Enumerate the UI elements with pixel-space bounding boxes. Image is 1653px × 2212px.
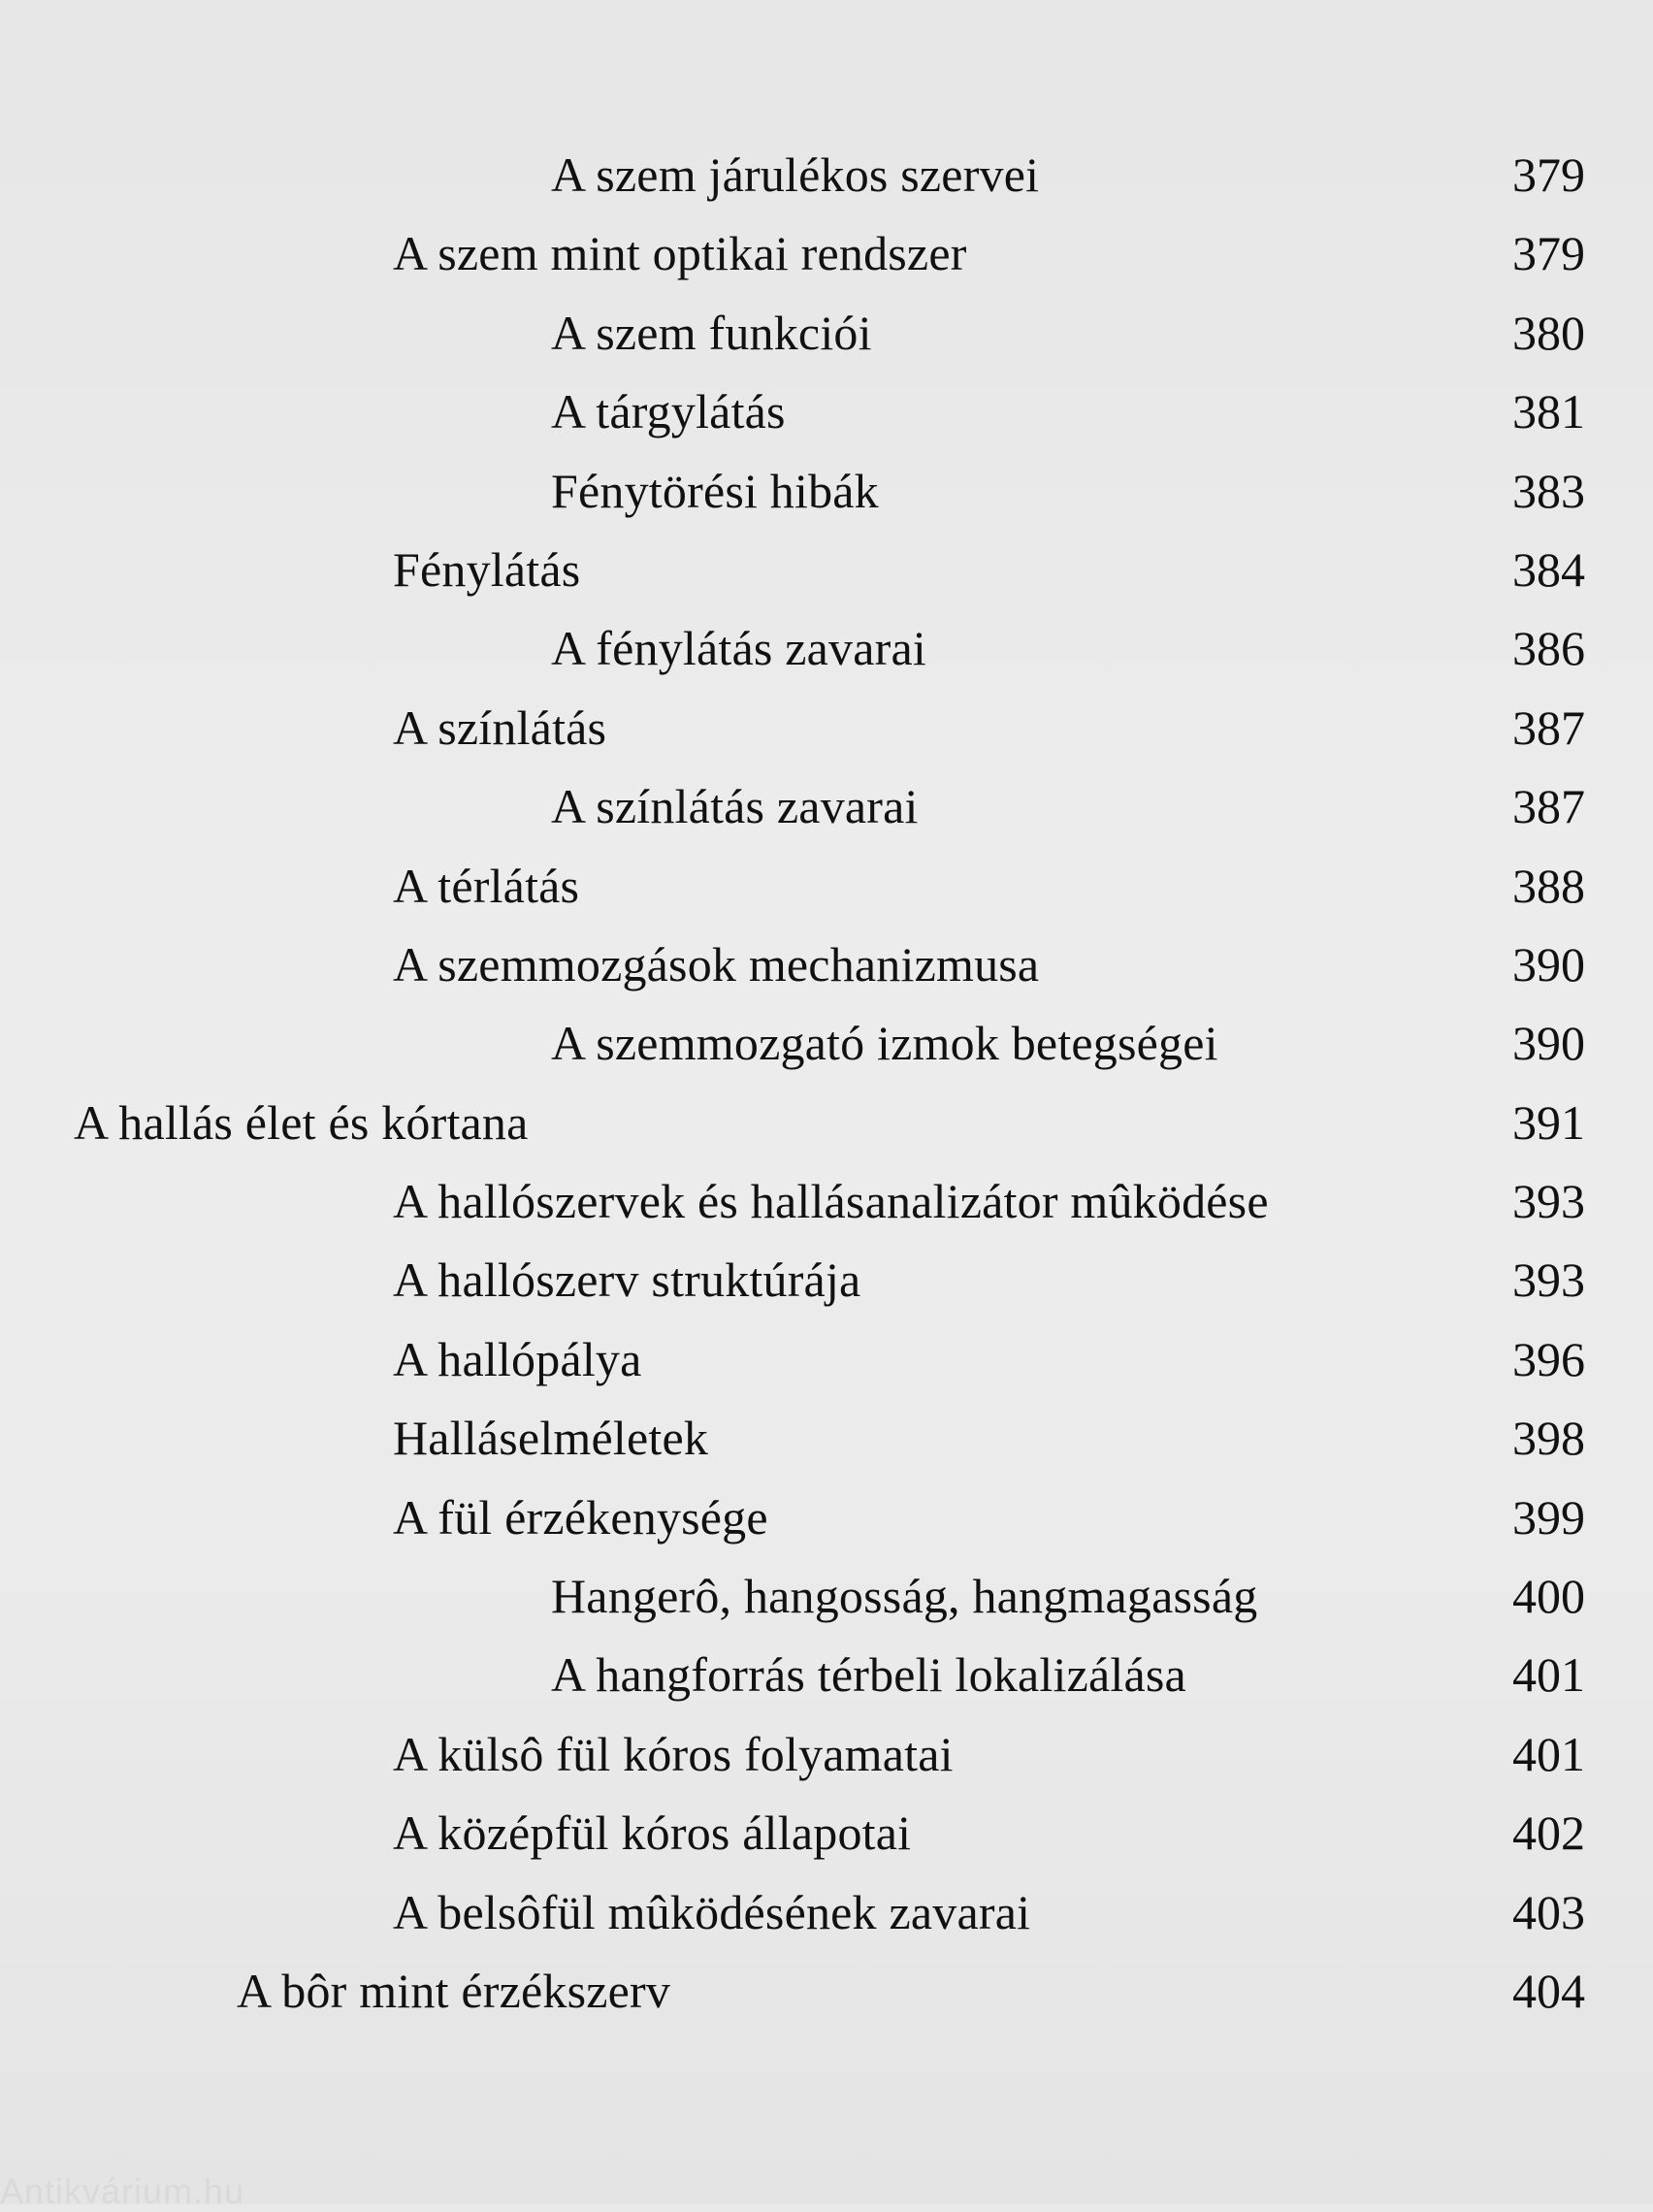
toc-entry (0, 136, 1653, 214)
toc-entry-page-number: 404 (1512, 1963, 1585, 2018)
toc-entry (0, 214, 1653, 293)
toc-entry-title: A bôr mint érzékszerv (237, 1963, 671, 2018)
toc-entry (0, 1873, 1653, 1952)
table-of-contents (0, 136, 1653, 2031)
toc-entry-page-number: 380 (1512, 305, 1585, 360)
toc-entry (0, 1952, 1653, 2031)
toc-entry-page-number: 386 (1512, 621, 1585, 676)
toc-entry-title: A szemmozgató izmok betegségei (551, 1016, 1218, 1071)
toc-entry-page-number: 388 (1512, 858, 1585, 913)
toc-entry-page-number: 381 (1512, 384, 1585, 439)
toc-entry-title: Halláselméletek (393, 1411, 709, 1466)
toc-entry (0, 1241, 1653, 1319)
toc-entry (0, 1004, 1653, 1083)
toc-entry-title: A hallószerv struktúrája (393, 1252, 861, 1308)
toc-entry-page-number: 400 (1512, 1569, 1585, 1624)
toc-entry-page-number: 390 (1512, 1016, 1585, 1071)
toc-entry-title: Hangerô, hangosság, hangmagasság (551, 1569, 1258, 1624)
toc-entry (0, 1162, 1653, 1241)
toc-entry (0, 1715, 1653, 1794)
toc-entry (0, 847, 1653, 926)
toc-entry-page-number: 403 (1512, 1884, 1585, 1939)
toc-entry (0, 1399, 1653, 1478)
toc-entry-title: A hallópálya (393, 1331, 642, 1386)
toc-entry-title: A külsô fül kóros folyamatai (393, 1726, 954, 1781)
toc-entry-title: A hallószervek és hallásanalizátor mûködése (393, 1174, 1269, 1229)
toc-entry-page-number: 393 (1512, 1174, 1585, 1229)
toc-entry (0, 1794, 1653, 1872)
toc-entry-title: A hallás élet és kórtana (74, 1094, 529, 1150)
toc-entry-title: A színlátás zavarai (551, 779, 919, 834)
toc-entry-page-number: 384 (1512, 541, 1585, 597)
toc-entry-page-number: 379 (1512, 226, 1585, 281)
toc-entry-title: A tárgylátás (551, 384, 786, 439)
toc-entry-page-number: 399 (1512, 1489, 1585, 1545)
toc-entry (0, 452, 1653, 531)
toc-entry (0, 1636, 1653, 1714)
toc-entry-title: A színlátás (393, 699, 607, 755)
toc-entry-page-number: 383 (1512, 463, 1585, 518)
toc-entry (0, 531, 1653, 609)
toc-entry (0, 373, 1653, 451)
toc-entry-title: A térlátás (393, 858, 580, 913)
toc-entry-title: A szemmozgások mechanizmusa (393, 936, 1040, 992)
toc-entry (0, 1479, 1653, 1557)
toc-entry-title: A fül érzékenysége (393, 1489, 768, 1545)
toc-entry-page-number: 401 (1512, 1647, 1585, 1703)
toc-entry-page-number: 387 (1512, 699, 1585, 755)
toc-entry-title: A szem mint optikai rendszer (393, 226, 967, 281)
toc-entry-title: A hangforrás térbeli lokalizálása (551, 1647, 1186, 1703)
toc-entry-page-number: 379 (1512, 147, 1585, 202)
toc-entry-page-number: 402 (1512, 1805, 1585, 1861)
toc-entry-title: Fénylátás (393, 541, 581, 597)
toc-entry-page-number: 387 (1512, 779, 1585, 834)
toc-entry (0, 1320, 1653, 1399)
toc-entry-page-number: 398 (1512, 1411, 1585, 1466)
toc-entry (0, 294, 1653, 373)
watermark: Antikvárium.hu (0, 2171, 245, 2211)
toc-entry-title: A fénylátás zavarai (551, 621, 926, 676)
toc-entry-title: A belsôfül mûködésének zavarai (393, 1884, 1031, 1939)
toc-entry-title: Fénytörési hibák (551, 463, 879, 518)
toc-entry (0, 1084, 1653, 1162)
toc-entry (0, 1557, 1653, 1636)
toc-entry (0, 689, 1653, 767)
toc-entry (0, 767, 1653, 846)
toc-entry (0, 609, 1653, 688)
toc-entry-title: A szem funkciói (551, 305, 872, 360)
toc-entry-page-number: 391 (1512, 1094, 1585, 1150)
toc-entry-title: A középfül kóros állapotai (393, 1805, 912, 1861)
toc-entry-page-number: 393 (1512, 1252, 1585, 1308)
toc-entry-page-number: 390 (1512, 936, 1585, 992)
toc-entry-page-number: 401 (1512, 1726, 1585, 1781)
toc-entry-page-number: 396 (1512, 1331, 1585, 1386)
toc-entry-title: A szem járulékos szervei (551, 147, 1040, 202)
toc-entry (0, 926, 1653, 1004)
